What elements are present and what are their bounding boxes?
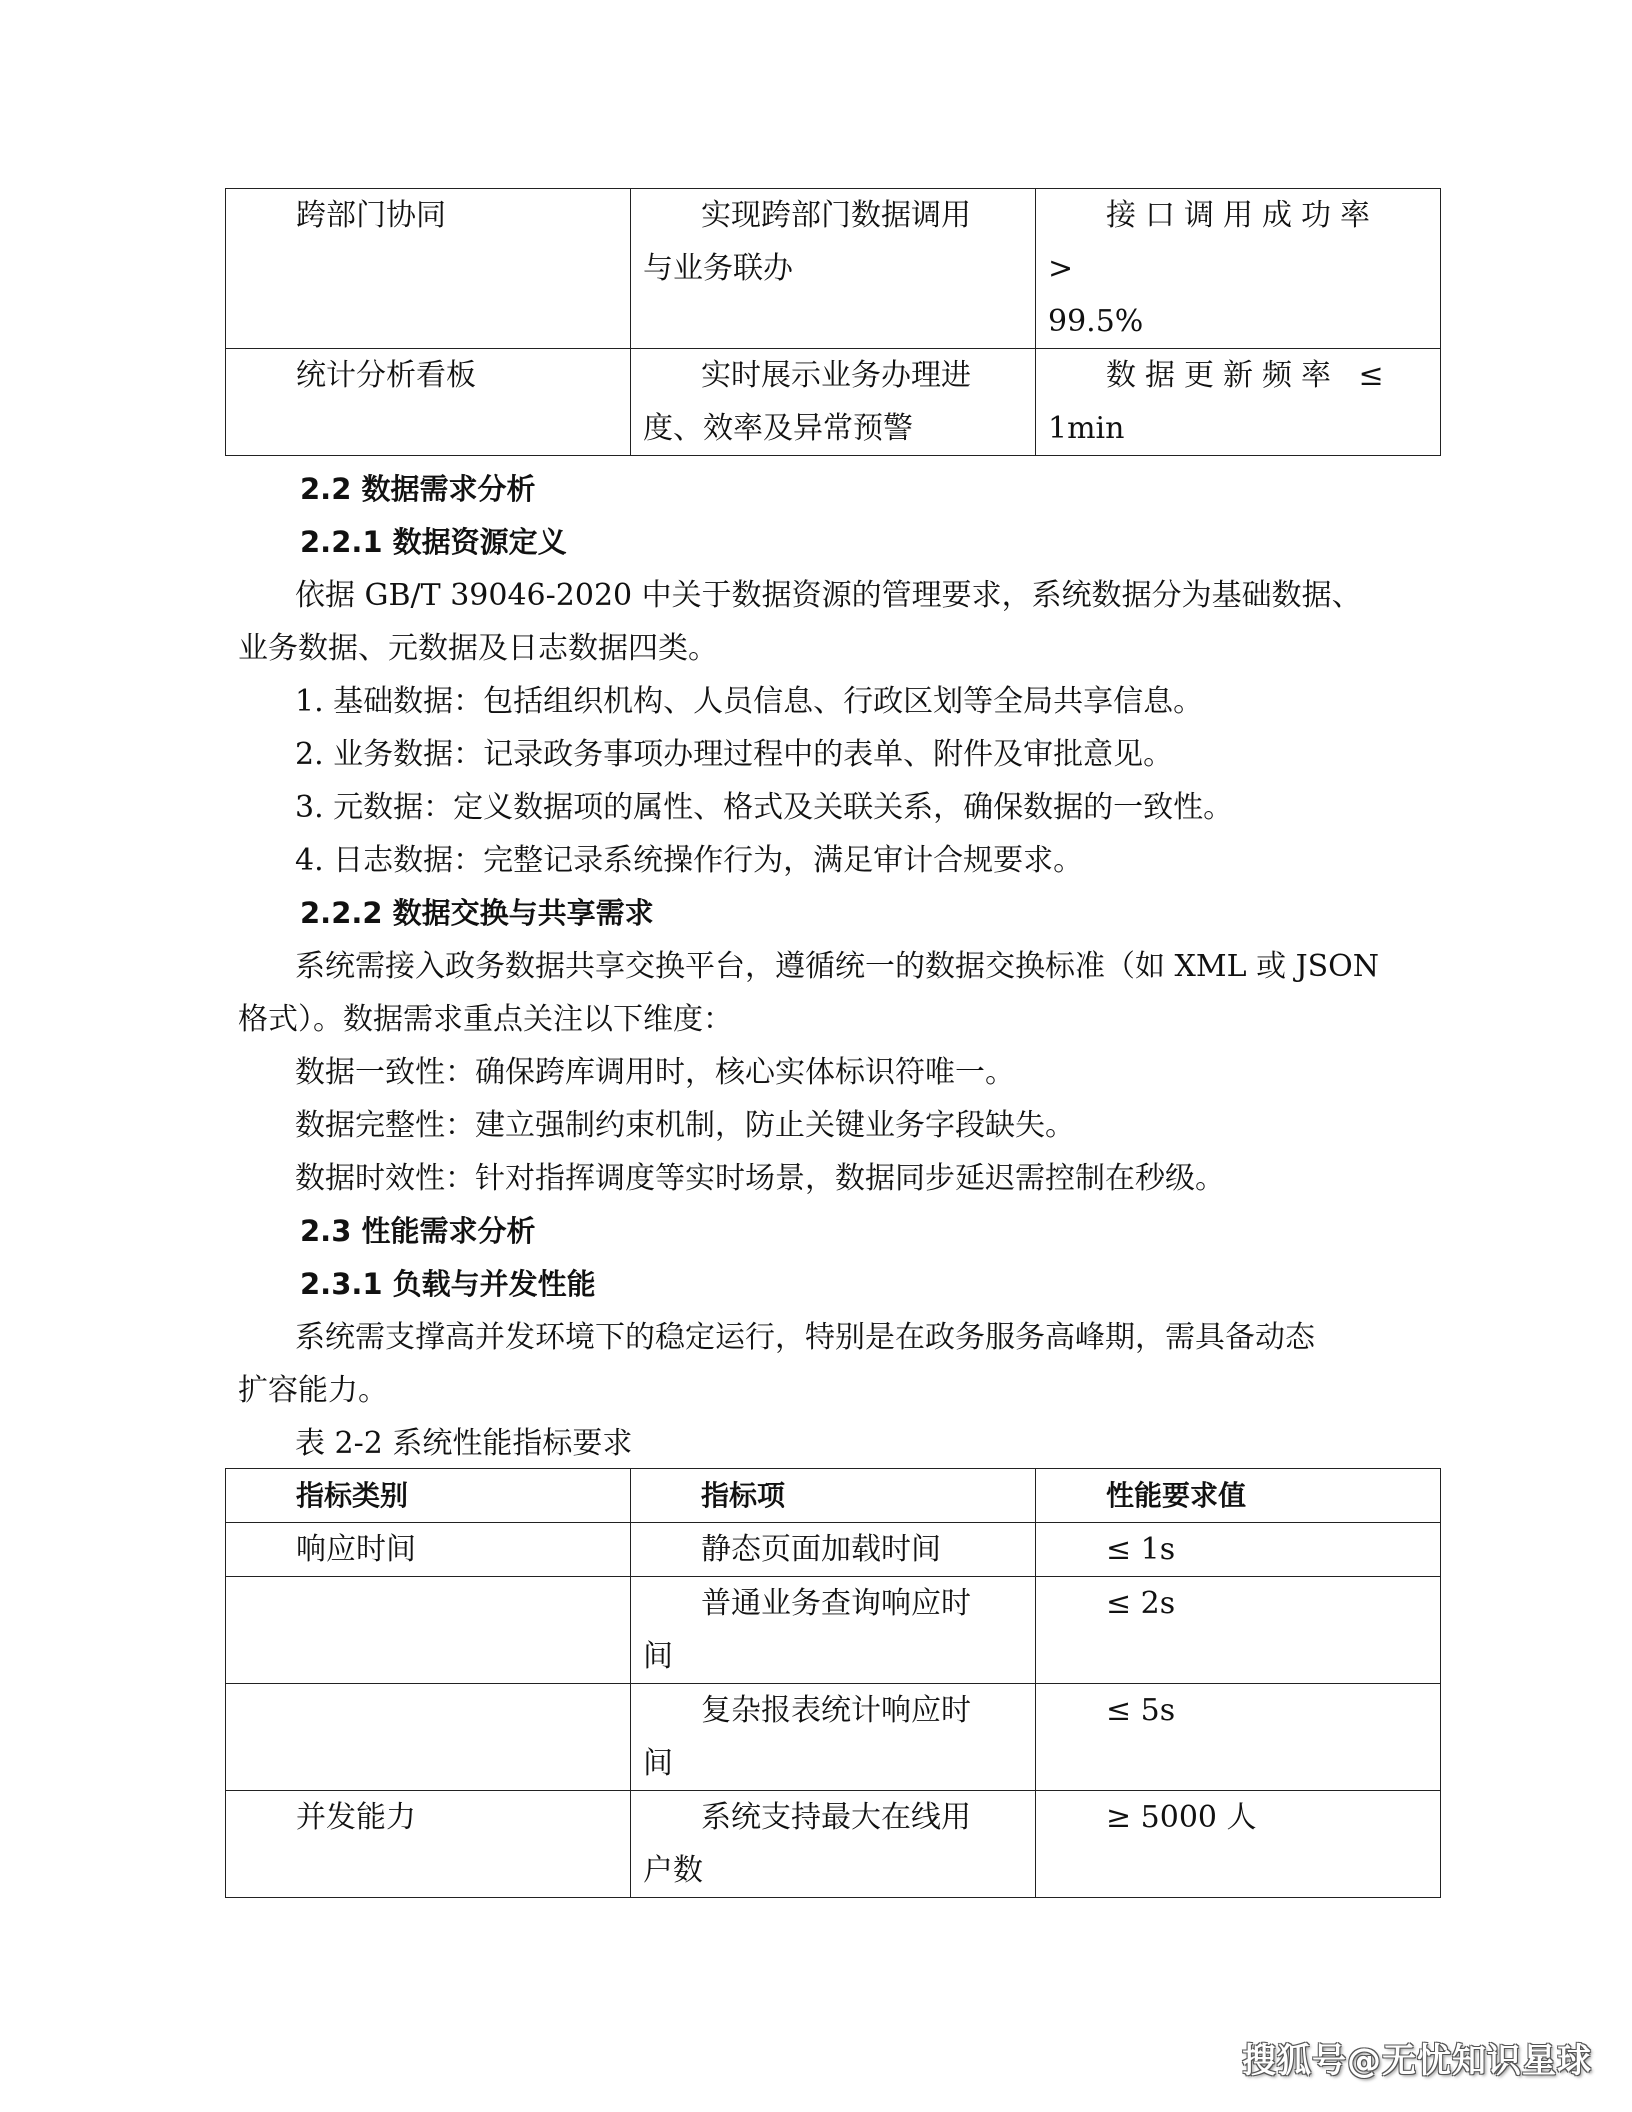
- table-caption: 表 2-2 系统性能指标要求: [295, 1426, 633, 1461]
- performance-table: [225, 1468, 1441, 1898]
- list-item: 1. 基础数据：包括组织机构、人员信息、行政区划等全局共享信息。: [295, 684, 1204, 719]
- dimension-item: 数据时效性：针对指挥调度等实时场景，数据同步延迟需控制在秒级。: [295, 1161, 1225, 1196]
- table-row: [226, 1791, 1441, 1898]
- table-cell: 普通业务查询响应时 间: [631, 1577, 1036, 1684]
- paragraph-line: 系统需接入政务数据共享交换平台，遵循统一的数据交换标准（如 XML 或 JSON: [295, 949, 1380, 984]
- paragraph-line: 格式）。数据需求重点关注以下维度：: [238, 1002, 733, 1037]
- paragraph-line: 扩容能力。: [238, 1373, 388, 1408]
- table-cell: 实时展示业务办理进 度、效率及异常预警: [631, 349, 1036, 456]
- paragraph-line: 依据 GB/T 39046-2020 中关于数据资源的管理要求，系统数据分为基础数据、: [295, 578, 1362, 613]
- section-heading: 2.3 性能需求分析: [300, 1214, 536, 1248]
- paragraph-line: 系统需支撑高并发环境下的稳定运行，特别是在政务服务高峰期，需具备动态: [295, 1320, 1315, 1355]
- section-heading: 2.2 数据需求分析: [300, 472, 536, 506]
- subsection-heading: 2.2.2 数据交换与共享需求: [300, 896, 654, 930]
- table-cell: ≤ 5s: [1036, 1684, 1441, 1791]
- table-cell: 实现跨部门数据调用 与业务联办: [631, 189, 1036, 349]
- table-header-cell: 指标类别: [226, 1469, 631, 1523]
- table-header-cell: 性能要求值: [1036, 1469, 1441, 1523]
- subsection-heading: 2.3.1 负载与并发性能: [300, 1267, 596, 1301]
- list-item: 4. 日志数据：完整记录系统操作行为，满足审计合规要求。: [295, 843, 1084, 878]
- table-cell: ≤ 2s: [1036, 1577, 1441, 1684]
- paragraph-line: 业务数据、元数据及日志数据四类。: [238, 631, 718, 666]
- table-cell: 响应时间: [226, 1523, 631, 1577]
- table-cell: 接口调用成功率 > 99.5%: [1036, 189, 1441, 349]
- table-cell: 静态页面加载时间: [631, 1523, 1036, 1577]
- table-cell: ≤ 1s: [1036, 1523, 1441, 1577]
- table-row: [226, 189, 1441, 349]
- watermark: 搜狐号@无忧知识星球: [1242, 2041, 1592, 2081]
- table-cell: 跨部门协同: [226, 189, 631, 349]
- table-row: [226, 1523, 1441, 1577]
- table-row: [226, 1577, 1441, 1684]
- table-row: [226, 349, 1441, 456]
- requirements-table-continued: [225, 188, 1441, 456]
- list-item: 3. 元数据：定义数据项的属性、格式及关联关系，确保数据的一致性。: [295, 790, 1234, 825]
- table-row: [226, 1684, 1441, 1791]
- table-cell: [226, 1684, 631, 1791]
- dimension-item: 数据完整性：建立强制约束机制，防止关键业务字段缺失。: [295, 1108, 1075, 1143]
- dimension-item: 数据一致性：确保跨库调用时，核心实体标识符唯一。: [295, 1055, 1015, 1090]
- table-cell: 数据更新频率 ≤ 1min: [1036, 349, 1441, 456]
- list-item: 2. 业务数据：记录政务事项办理过程中的表单、附件及审批意见。: [295, 737, 1174, 772]
- table-cell: 并发能力: [226, 1791, 631, 1898]
- table-cell: 统计分析看板: [226, 349, 631, 456]
- subsection-heading: 2.2.1 数据资源定义: [300, 525, 567, 559]
- table-cell: 系统支持最大在线用 户数: [631, 1791, 1036, 1898]
- table-header-row: [226, 1469, 1441, 1523]
- table-cell: [226, 1577, 631, 1684]
- table-cell: 复杂报表统计响应时 间: [631, 1684, 1036, 1791]
- table-header-cell: 指标项: [631, 1469, 1036, 1523]
- table-cell: ≥ 5000 人: [1036, 1791, 1441, 1898]
